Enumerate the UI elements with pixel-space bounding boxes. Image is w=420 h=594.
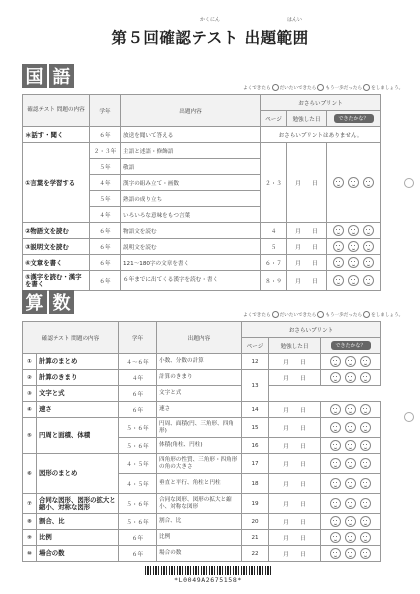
section-name: 図形のまとめ bbox=[37, 454, 119, 494]
face-icon bbox=[360, 404, 371, 415]
grade-cell: ６年 bbox=[119, 386, 157, 402]
face-icon bbox=[363, 311, 370, 318]
face-icon bbox=[333, 225, 344, 236]
face-icon bbox=[363, 177, 374, 188]
table-row bbox=[23, 494, 381, 514]
study-day-cell[interactable]: 月 日 bbox=[269, 370, 321, 386]
study-day-cell[interactable]: 月 日 bbox=[269, 438, 321, 454]
face-icon bbox=[360, 356, 371, 367]
barcode-number: *L0049A2675158* bbox=[174, 576, 242, 584]
self-check-faces[interactable] bbox=[321, 494, 381, 514]
self-check-faces[interactable] bbox=[327, 239, 381, 255]
self-check-faces[interactable] bbox=[321, 474, 381, 494]
table-row bbox=[23, 514, 381, 530]
subject-char: 算 bbox=[22, 290, 47, 314]
face-icon bbox=[348, 275, 359, 286]
grade-cell: ４〜６年 bbox=[119, 354, 157, 370]
ruby-hani: はんい bbox=[287, 17, 303, 23]
page-cell: 20 bbox=[242, 514, 269, 530]
content-cell: 割合、比 bbox=[157, 514, 242, 530]
face-icon bbox=[272, 311, 279, 318]
face-icon bbox=[360, 548, 371, 559]
grade-cell: ６年 bbox=[119, 402, 157, 418]
face-icon bbox=[360, 478, 371, 489]
header-grade: 学年 bbox=[90, 95, 121, 127]
face-icon bbox=[317, 84, 324, 91]
table-row: ５年 敬語 bbox=[23, 159, 381, 175]
face-icon bbox=[345, 532, 356, 543]
header-self-check: できたかな？ bbox=[327, 111, 381, 127]
study-day-cell[interactable]: 月 日 bbox=[269, 474, 321, 494]
section-name: ③説明文を読む bbox=[23, 239, 90, 255]
table-row: ＊話す・聞く ６年 放送を聞いて答える おさらいプリントはありません。 bbox=[23, 127, 381, 143]
subject-kokugo-label bbox=[22, 64, 74, 88]
section-name: 円周と面積、体積 bbox=[37, 418, 119, 454]
face-icon bbox=[363, 84, 370, 91]
self-check-faces[interactable] bbox=[321, 546, 381, 562]
face-icon bbox=[330, 458, 341, 469]
face-icon bbox=[360, 440, 371, 451]
row-number: ⑤ bbox=[23, 418, 37, 454]
barcode bbox=[145, 566, 271, 575]
face-icon bbox=[345, 356, 356, 367]
section-name: 割合、比 bbox=[37, 514, 119, 530]
punch-hole-top bbox=[404, 178, 414, 188]
grade-cell: ６年 bbox=[119, 546, 157, 562]
subject-char: 数 bbox=[49, 290, 74, 314]
face-icon bbox=[348, 257, 359, 268]
face-icon bbox=[272, 84, 279, 91]
section-name: 計算のきまり bbox=[37, 370, 119, 386]
face-icon bbox=[360, 516, 371, 527]
header-study-day: 勉強した日 bbox=[287, 111, 327, 127]
self-check-faces[interactable] bbox=[321, 402, 381, 418]
face-icon bbox=[333, 177, 344, 188]
section-name: ①言葉を学習する bbox=[23, 143, 90, 223]
section-name: 文字と式 bbox=[37, 386, 119, 402]
content-cell: 四角形の性質、三角形・四角形の角の大きさ bbox=[157, 454, 242, 474]
face-icon bbox=[360, 458, 371, 469]
row-number: ⑥ bbox=[23, 454, 37, 494]
header-grade: 学年 bbox=[119, 322, 157, 354]
face-icon bbox=[330, 372, 341, 383]
face-icon bbox=[360, 372, 371, 383]
header-print: おさらいプリント bbox=[261, 95, 381, 111]
face-icon bbox=[345, 458, 356, 469]
face-icon bbox=[333, 275, 344, 286]
self-check-faces[interactable] bbox=[321, 370, 381, 386]
face-icon bbox=[330, 478, 341, 489]
face-icon bbox=[345, 516, 356, 527]
no-print-note: おさらいプリントはありません。 bbox=[261, 127, 381, 143]
self-check-faces[interactable] bbox=[327, 271, 381, 291]
table-row: ４年 漢字の組み立て・画数 bbox=[23, 175, 381, 191]
table-row: ③説明文を読む ６年 説明文を読む ５ 月 日 bbox=[23, 239, 381, 255]
sansu-table bbox=[22, 321, 381, 562]
header-study-day: 勉強した日 bbox=[269, 338, 321, 354]
grade-cell: ５・６年 bbox=[119, 514, 157, 530]
page-title: 第５回確認テスト 出題範囲 bbox=[111, 29, 309, 47]
face-icon bbox=[363, 275, 374, 286]
row-number: ④ bbox=[23, 402, 37, 418]
section-name: 場合の数 bbox=[37, 546, 119, 562]
kokugo-table bbox=[22, 94, 381, 291]
face-icon bbox=[363, 257, 374, 268]
section-name: ②物語文を読む bbox=[23, 223, 90, 239]
table-row bbox=[23, 386, 381, 402]
header-test-content: 確認テスト 問題の内容 bbox=[23, 95, 90, 127]
face-icon bbox=[330, 422, 341, 433]
table-row bbox=[23, 418, 381, 438]
self-check-faces[interactable] bbox=[321, 438, 381, 454]
face-icon bbox=[330, 498, 341, 509]
face-icon bbox=[360, 532, 371, 543]
face-icon bbox=[345, 498, 356, 509]
face-icon bbox=[330, 440, 341, 451]
page-cell: 17 bbox=[242, 454, 269, 474]
table-row bbox=[23, 546, 381, 562]
face-icon bbox=[330, 548, 341, 559]
face-icon bbox=[330, 516, 341, 527]
face-icon bbox=[363, 225, 374, 236]
content-cell: 計算のきまり bbox=[157, 370, 242, 386]
self-check-faces[interactable] bbox=[327, 255, 381, 271]
self-check-faces[interactable] bbox=[321, 514, 381, 530]
content-cell: 文字と式 bbox=[157, 386, 242, 402]
legend-kokugo: よくできたら だいたいできたら もう一歩だったら をしましょう。 bbox=[243, 86, 404, 91]
table-row bbox=[23, 354, 381, 370]
table-row bbox=[23, 402, 381, 418]
grade-cell: ４年 bbox=[119, 370, 157, 386]
table-row: ①言葉を学習する ２・３年 主語と述語・修飾語 ２・３ 月 日 bbox=[23, 143, 381, 159]
face-icon bbox=[345, 404, 356, 415]
face-icon bbox=[330, 532, 341, 543]
face-icon bbox=[348, 177, 359, 188]
grade-cell: ５・６年 bbox=[119, 438, 157, 454]
legend-sansu: よくできたら だいたいできたら もう一歩だったら をしましょう。 bbox=[243, 313, 404, 318]
punch-hole-bottom bbox=[404, 412, 414, 422]
self-check-faces[interactable] bbox=[327, 143, 381, 223]
face-icon bbox=[333, 241, 344, 252]
face-icon bbox=[345, 548, 356, 559]
page-cell: 21 bbox=[242, 530, 269, 546]
content-cell: 比例 bbox=[157, 530, 242, 546]
table-row bbox=[23, 454, 381, 474]
content-cell: 垂直と平行、角柱と円柱 bbox=[157, 474, 242, 494]
face-icon bbox=[348, 241, 359, 252]
study-day-cell[interactable]: 月 日 bbox=[269, 402, 321, 418]
header-page: ページ bbox=[242, 338, 269, 354]
face-icon bbox=[317, 311, 324, 318]
page-cell: 16 bbox=[242, 438, 269, 454]
row-number: ⑩ bbox=[23, 546, 37, 562]
face-icon bbox=[345, 422, 356, 433]
page-cell: 13 bbox=[242, 370, 269, 402]
face-icon bbox=[345, 372, 356, 383]
subject-char: 国 bbox=[22, 64, 47, 88]
study-day-cell[interactable]: 月 日 bbox=[269, 354, 321, 370]
table-row: ②物語文を読む ６年 物語文を読む ４ 月 日 bbox=[23, 223, 381, 239]
table-row: ５年 熟語の成り立ち bbox=[23, 191, 381, 207]
face-icon bbox=[348, 225, 359, 236]
subject-char: 語 bbox=[49, 64, 74, 88]
face-icon bbox=[363, 241, 374, 252]
self-check-faces[interactable] bbox=[321, 354, 381, 370]
self-check-faces[interactable] bbox=[327, 223, 381, 239]
content-cell: 体積(角柱、円柱) bbox=[157, 438, 242, 454]
row-number: ⑨ bbox=[23, 530, 37, 546]
table-row: ④文章を書く ６年 121〜180字の文章を書く ６・７ 月 日 bbox=[23, 255, 381, 271]
grade-cell: ６年 bbox=[119, 530, 157, 546]
row-number: ⑦ bbox=[23, 494, 37, 514]
face-icon bbox=[360, 422, 371, 433]
section-name: ＊話す・聞く bbox=[23, 127, 90, 143]
study-day-cell[interactable]: 月 日 bbox=[269, 454, 321, 474]
face-icon bbox=[360, 498, 371, 509]
table-row bbox=[23, 370, 381, 386]
study-day-cell[interactable]: 月 日 bbox=[269, 418, 321, 438]
self-check-faces[interactable] bbox=[321, 418, 381, 438]
section-name: 計算のまとめ bbox=[37, 354, 119, 370]
section-name: 速さ bbox=[37, 402, 119, 418]
section-name: 比例 bbox=[37, 530, 119, 546]
section-name: ④文章を書く bbox=[23, 255, 90, 271]
self-check-faces[interactable] bbox=[321, 530, 381, 546]
grade-cell: ４・５年 bbox=[119, 474, 157, 494]
face-icon bbox=[345, 440, 356, 451]
content-cell: 場合の数 bbox=[157, 546, 242, 562]
page-cell: 14 bbox=[242, 402, 269, 418]
grade-cell: ５・６年 bbox=[119, 494, 157, 514]
study-day-cell[interactable]: 月 日 bbox=[269, 514, 321, 530]
content-cell: 小数、分数の計算 bbox=[157, 354, 242, 370]
content-cell: 速さ bbox=[157, 402, 242, 418]
subject-sansu-label bbox=[22, 290, 74, 314]
grade-cell: ４・５年 bbox=[119, 454, 157, 474]
self-check-faces[interactable] bbox=[321, 454, 381, 474]
study-day-cell[interactable]: 月 日 bbox=[269, 546, 321, 562]
content-cell: 円周、面積(円、三角形、四角形) bbox=[157, 418, 242, 438]
table-row bbox=[23, 530, 381, 546]
ruby-kakunin: かくにん bbox=[200, 17, 221, 23]
row-number: ① bbox=[23, 354, 37, 370]
grade-cell: ５・６年 bbox=[119, 418, 157, 438]
page-cell: 18 bbox=[242, 474, 269, 494]
face-icon bbox=[330, 404, 341, 415]
row-number: ⑧ bbox=[23, 514, 37, 530]
page-cell: 15 bbox=[242, 418, 269, 438]
page-cell: 12 bbox=[242, 354, 269, 370]
header-page: ページ bbox=[261, 111, 287, 127]
content-cell: 合同な図形、図形の拡大と縮小、対称な図形 bbox=[157, 494, 242, 514]
face-icon bbox=[333, 257, 344, 268]
study-day-cell[interactable]: 月 日 bbox=[269, 494, 321, 514]
row-number: ③ bbox=[23, 386, 37, 402]
header-self-check: できたかな？ bbox=[321, 338, 381, 354]
table-row: ⑤漢字を読む・漢字を書く ６年 ６年までに出てくる漢字を読む・書く ８・９ 月 日 bbox=[23, 271, 381, 291]
face-icon bbox=[330, 356, 341, 367]
page-cell: 19 bbox=[242, 494, 269, 514]
study-day-cell[interactable]: 月 日 bbox=[269, 530, 321, 546]
section-name: 合同な図形、図形の拡大と縮小、対称な図形 bbox=[37, 494, 119, 514]
header-content: 出題内容 bbox=[157, 322, 242, 354]
page-cell: 22 bbox=[242, 546, 269, 562]
table-row: ４年 いろいろな意味をもつ言葉 bbox=[23, 207, 381, 223]
face-icon bbox=[345, 478, 356, 489]
section-name: ⑤漢字を読む・漢字を書く bbox=[23, 271, 90, 291]
row-number: ② bbox=[23, 370, 37, 386]
header-test-content: 確認テスト 問題の内容 bbox=[23, 322, 119, 354]
header-content: 出題内容 bbox=[121, 95, 261, 127]
header-print: おさらいプリント bbox=[242, 322, 381, 338]
